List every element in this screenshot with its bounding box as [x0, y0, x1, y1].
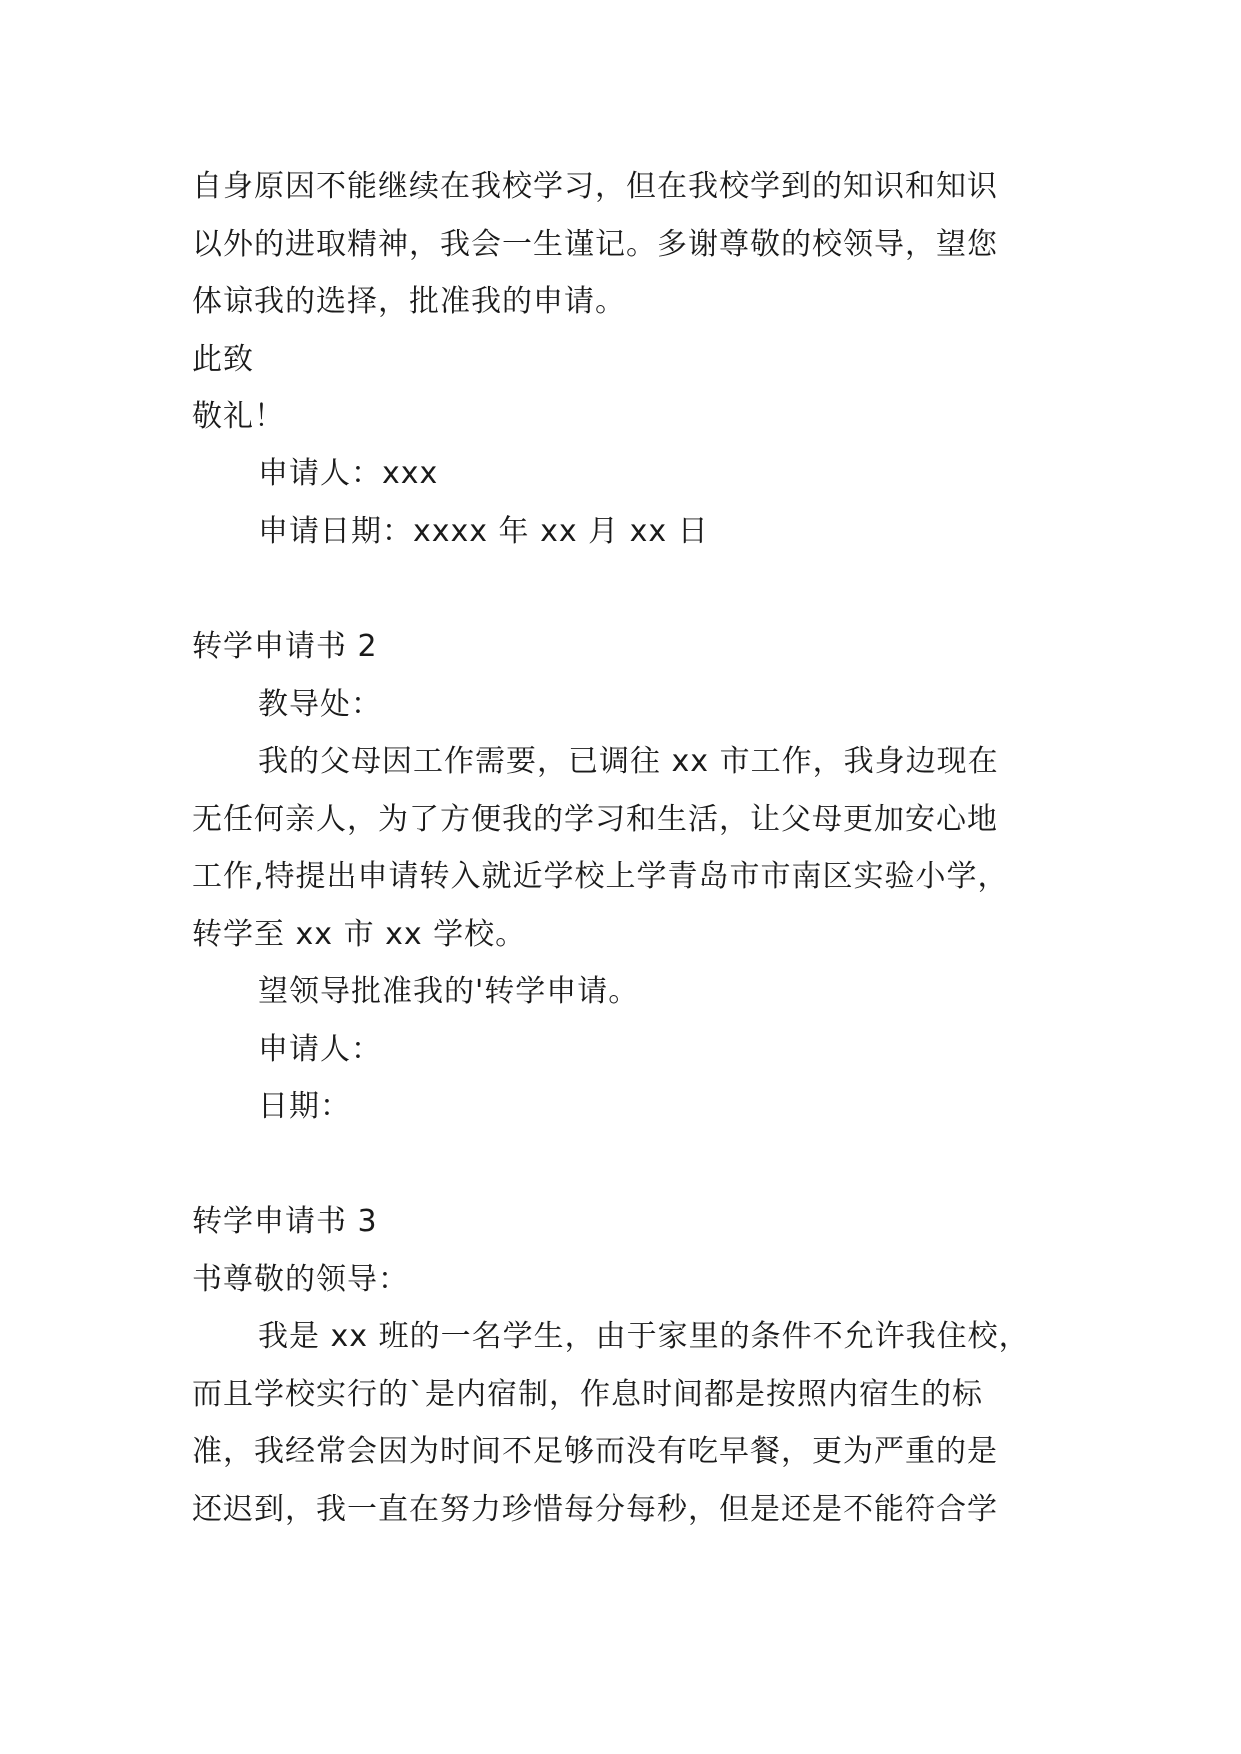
paragraph-line: 转学至 xx 市 xx 学校。	[192, 917, 527, 952]
applicant-line: 申请人：	[258, 1032, 382, 1067]
paragraph-line: 以外的进取精神，我会一生谨记。多谢尊敬的校领导，望您	[192, 227, 998, 262]
paragraph-line: 而且学校实行的`是内宿制，作息时间都是按照内宿生的标	[192, 1377, 983, 1412]
paragraph-line: 还迟到，我一直在努力珍惜每分每秒，但是还是不能符合学	[192, 1492, 998, 1527]
paragraph-line: 我是 xx 班的一名学生，由于家里的条件不允许我住校，	[258, 1319, 1030, 1354]
section-title: 转学申请书 3	[192, 1204, 378, 1239]
salutation-line: 书尊敬的领导：	[192, 1262, 409, 1297]
date-line: 日期：	[258, 1089, 351, 1124]
paragraph-line: 我的父母因工作需要，已调往 xx 市工作，我身边现在	[258, 744, 999, 779]
paragraph-line: 望领导批准我的'转学申请。	[258, 974, 640, 1009]
paragraph-line: 体谅我的选择，批准我的申请。	[192, 284, 626, 319]
paragraph-line: 自身原因不能继续在我校学习，但在我校学到的知识和知识	[192, 169, 998, 204]
closing-line: 敬礼！	[192, 399, 285, 434]
closing-line: 此致	[192, 342, 254, 377]
paragraph-line: 准，我经常会因为时间不足够而没有吃早餐，更为严重的是	[192, 1434, 998, 1469]
salutation-line: 教导处：	[258, 687, 382, 722]
applicant-line: 申请人：xxx	[258, 456, 439, 491]
paragraph-line: 工作,特提出申请转入就近学校上学青岛市市南区实验小学，	[192, 859, 1009, 894]
section-title: 转学申请书 2	[192, 629, 378, 664]
paragraph-line: 无任何亲人，为了方便我的学习和生活，让父母更加安心地	[192, 802, 998, 837]
date-line: 申请日期：xxxx 年 xx 月 xx 日	[258, 514, 709, 549]
